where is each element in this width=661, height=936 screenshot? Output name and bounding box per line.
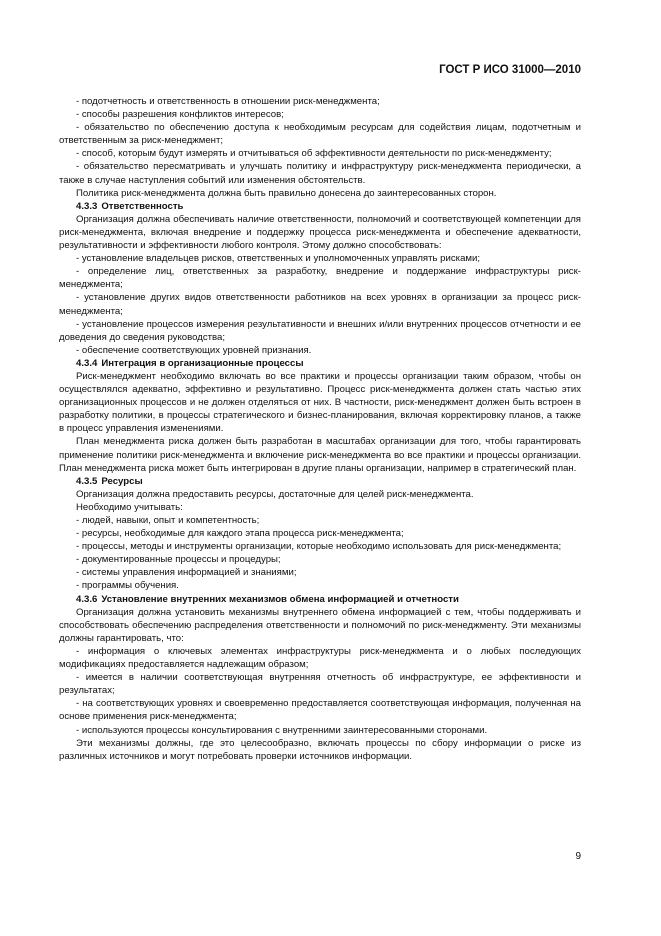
- section-heading: [59, 357, 581, 370]
- list-item: - на соответствующих уровнях и своевременно предоставляется соответствующая информация, полученная на основе применения риск-менеджмента;: [59, 698, 581, 723]
- section-title: Интеграция в организационные процессы: [101, 357, 304, 369]
- list-item: - определение лиц, ответственных за разработку, внедрение и поддержание инфраструктуры риск-менеджмента;: [59, 266, 581, 291]
- section-number: 4.3.5: [76, 475, 98, 487]
- list-item: - ресурсы, необходимые для каждого этапа процесса риск-менеджмента;: [76, 528, 404, 540]
- list-item: - процессы, методы и инструменты организации, которые необходимо использовать для риск-менеджмента;: [76, 541, 562, 553]
- paragraph: Организация должна обеспечивать наличие ответственности, полномочий и соответствующей компетенции для риск-менеджмента, включая внедрение и поддержку процесса риск-менеджмента и обеспечение адекватности, результативности и эффективности любого контроля. Этому должно способствовать:: [59, 213, 581, 252]
- list-item: - установление владельцев рисков, ответственных и уполномоченных управлять рисками;: [76, 253, 481, 265]
- document-header: ГОСТ Р ИСО 31000—2010: [439, 64, 581, 76]
- section-number: 4.3.4: [76, 357, 98, 369]
- paragraph: План менеджмента риска должен быть разработан в масштабах организации для того, чтобы гарантировать применение политики риск-менеджмента и включение риск-менеджмента во все практики и процессы организации. План менеджмента риска может быть интегрирован в другие планы организации, например в стратегический план.: [59, 436, 581, 474]
- list-item: - способ, которым будут измерять и отчитываться об эффективности деятельности по риск-менеджменту;: [76, 148, 552, 160]
- list-item: - системы управления информацией и знаниями;: [76, 567, 297, 579]
- section-number: 4.3.6: [76, 593, 98, 605]
- list-item: - подотчетность и ответственность в отношении риск-менеджмента;: [76, 96, 380, 107]
- list-item: - обязательство по обеспечению доступа к необходимым ресурсам для содействия лицам, подотчетным и ответственным за риск-менеджмент;: [59, 122, 581, 147]
- section-title: Ответственность: [101, 200, 184, 212]
- section-number: 4.3.3: [76, 200, 98, 212]
- paragraph: Риск-менеджмент необходимо включать во все практики и процессы организации таким образом, чтобы он осуществлялся адекватно, эффективно и результативно. Процесс риск-менеджмента должен стать частью этих организационных процессов и не должен отделяться от них. В частности, риск-менеджмент должен быть встроен в разработку политики, в процессы стратегического и бизнес-планирования, включая корректировку планов, а также в процесс управления изменениями.: [59, 370, 581, 435]
- list-item: - установление других видов ответственности работников на всех уровнях в организации за процесс риск-менеджмента;: [59, 292, 581, 317]
- list-item: - документированные процессы и процедуры;: [76, 554, 281, 566]
- list-item: - обязательство пересматривать и улучшать политику и инфраструктуру риск-менеджмента периодически, а также в случае наступления событий или изменения обстоятельств.: [59, 161, 581, 186]
- section-title: Установление внутренних механизмов обмена информацией и отчетности: [101, 593, 459, 605]
- list-item: - способы разрешения конфликтов интересов;: [76, 109, 284, 121]
- paragraph: Необходимо учитывать:: [76, 501, 183, 513]
- page-number: 9: [575, 851, 581, 862]
- list-item: - информация о ключевых элементах инфраструктуры риск-менеджмента и о любых последующих модификациях предоставляется надлежащим образом;: [59, 645, 581, 671]
- list-item: - людей, навыки, опыт и компетентность;: [76, 515, 260, 526]
- section-title: Ресурсы: [101, 475, 143, 487]
- list-item: - установление процессов измерения результативности и внешних и/или внутренних процессов отчетности и ее доведения до сведения руководства;: [59, 318, 581, 343]
- list-item: - обеспечение соответствующих уровней признания.: [76, 344, 312, 356]
- paragraph: Организация должна предоставить ресурсы, достаточные для целей риск-менеджмента.: [76, 488, 474, 500]
- paragraph: Организация должна установить механизмы внутреннего обмена информацией с тем, чтобы поддерживать и способствовать обеспечению распределения ответственности и полномочий по риск-менеджменту. Эти механизмы должны гарантировать, что:: [59, 606, 581, 644]
- list-item: - имеется в наличии соответствующая внутренняя отчетность об инфраструктуре, ее эффективности и результатах;: [59, 672, 581, 697]
- section-heading: [59, 200, 581, 213]
- paragraph: Политика риск-менеджмента должна быть правильно донесена до заинтересованных сторон.: [76, 187, 497, 199]
- paragraph: Эти механизмы должны, где это целесообразно, включать процессы по сбору информации о риске из различных источников и могут потребовать проверки источников информации.: [59, 737, 581, 762]
- document-body: [59, 95, 581, 763]
- list-item: - программы обучения.: [76, 580, 179, 592]
- section-heading: [59, 475, 581, 488]
- list-item: - используются процессы консультирования с внутренними заинтересованными сторонами.: [76, 724, 488, 736]
- section-heading: [59, 593, 581, 606]
